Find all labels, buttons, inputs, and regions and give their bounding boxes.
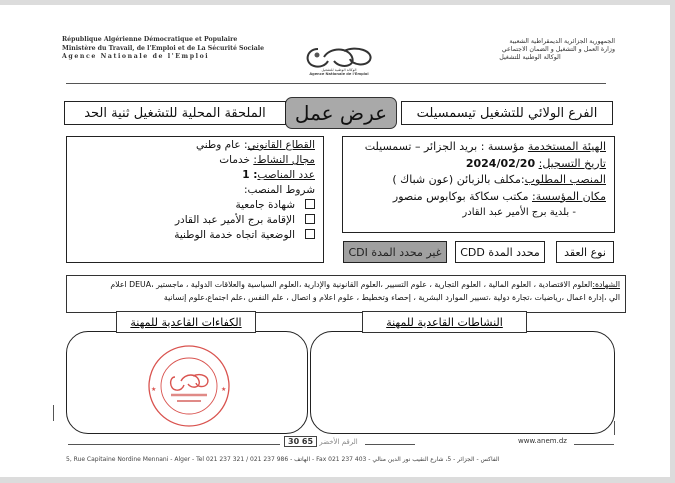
condition-text: شهادة جامعية (235, 199, 295, 211)
degrees-line-1 (72, 278, 620, 291)
header-fr-line: Agence Nationale de l'Emploi (62, 53, 210, 60)
checkbox[interactable] (305, 199, 315, 209)
location-value: مكتب سكاكة بوكابوس منصور (392, 189, 533, 203)
location-line (347, 189, 606, 206)
count-line (71, 168, 315, 183)
contract-option-cdd-text: محدد المدة CDD (460, 245, 540, 259)
website-text[interactable]: www.anem.dz (518, 437, 567, 445)
degrees-box (66, 275, 626, 313)
branch-title (401, 101, 613, 125)
annex-title-text: الملحقة المحلية للتشغيل ثنية الحد (84, 105, 266, 121)
header-ar-line: الوكالة الوطنية للتشغيل (499, 54, 561, 62)
employer-info-box (342, 136, 615, 233)
header-ar-line: وزارة العمل و التشغيل و الضمان الاجتماعي (501, 46, 615, 54)
employer-value: مؤسسة : بريد الجزائر – تسمسيلت (364, 140, 528, 153)
footer-divider-right (574, 444, 614, 445)
footer-divider-mid (365, 444, 415, 445)
activities-section-title (362, 311, 527, 333)
degrees-line-2: الي ،إدارة اعمال ،رياضيات ،تجارة دولية ،تسيير الموارد البشرية ، إحصاء وتخطيط ، علوم اعلام و اتصال ، علم النفس ،علم اجتماع،علوم إنسانية (163, 293, 620, 302)
document-page (0, 5, 670, 477)
header-arabic (445, 38, 615, 63)
checkbox[interactable] (305, 229, 315, 239)
count-value: : 1 (242, 169, 258, 181)
logo-caption (300, 68, 378, 76)
svg-text:★: ★ (151, 386, 157, 393)
logo-caption-ar: الوكالة الوطنية للتشغيل (321, 68, 357, 72)
address-ar: 5، شارع النقيب نور الدين منالي (372, 456, 452, 463)
position-value: :مكلف بالزبائن (عون شباك ) (392, 173, 525, 186)
svg-text:★: ★ (221, 386, 227, 393)
location-line-2 (347, 205, 606, 222)
job-info-box (66, 136, 324, 263)
conditions-label: شروط المنصب: (243, 184, 315, 196)
skills-section-title-text: الكفاءات القاعدية للمهنة (130, 315, 242, 329)
activity-line (71, 153, 315, 168)
green-number (284, 437, 358, 446)
skills-section-title (116, 311, 256, 333)
position-line (347, 172, 606, 189)
checkbox[interactable] (305, 214, 315, 224)
employer-line (347, 139, 606, 156)
contract-option-cdi[interactable] (343, 241, 447, 263)
degrees-text-1: العلوم الاقتصادية ، العلوم المالية ، العلوم التجارية ، علوم التسيير ،العلوم القانونية والإدارية ،العلوم السياسية والعلاقات الدولية ، ماجستير ،DEUA اعلام (110, 280, 593, 289)
position-label: المنصب المطلوب (524, 173, 606, 186)
header-ar-line: الجمهورية الجزائرية الديمقراطية الشعبية (509, 38, 615, 45)
left-margin-line (53, 405, 54, 421)
location-label: مكان المؤسسة: (532, 189, 606, 203)
contract-option-cdi-text: غير محدد المدة CDI (348, 245, 442, 259)
date-label: تاريخ التسجيل: (538, 156, 606, 170)
condition-text: الإقامة برج الأمير عبد القادر (174, 214, 295, 226)
header-french (62, 36, 264, 62)
branch-title-text: الفرع الولائي للتشغيل تيسمسيلت (416, 105, 598, 121)
footer-divider-left (68, 444, 280, 445)
activities-panel (310, 331, 615, 434)
contract-type-label (556, 241, 614, 263)
employer-label: الهيئة المستخدمة (527, 140, 606, 153)
condition-item (71, 213, 315, 228)
contract-type-label-text: نوع العقد (564, 245, 606, 259)
degrees-label: الشهادة: (592, 280, 620, 289)
header-fr-line: République Algérienne Démocratique et Populaire (62, 36, 238, 43)
sector-label: القطاع القانوني (247, 139, 315, 151)
activity-value: خدمات (219, 154, 254, 166)
location-value-2: - بلدية برج الأمير عبد القادر (462, 207, 576, 218)
logo-caption-fr: Agence Nationale de l'Emploi (309, 72, 369, 76)
sector-value: : عام وطني (195, 139, 248, 151)
green-number-value: 30 65 (284, 436, 317, 447)
contract-option-cdd[interactable] (455, 241, 545, 263)
condition-item (71, 228, 315, 243)
annex-title (64, 101, 286, 125)
condition-item (71, 198, 315, 213)
header-divider (66, 83, 606, 84)
count-label: عدد المناصب (257, 169, 315, 181)
activity-label: مجال النشاط: (253, 154, 315, 166)
offer-title (285, 97, 397, 129)
date-line (347, 156, 606, 173)
website (518, 437, 567, 445)
sector-line (71, 138, 315, 153)
right-margin-line (614, 421, 615, 435)
footer-address (66, 456, 618, 463)
official-stamp-icon (145, 343, 233, 429)
offer-title-text: عرض عمل (294, 101, 388, 125)
header-fr-line: Ministère du Travail, de l'Emploi et de La Sécurité Sociale (62, 44, 265, 52)
activities-section-title-text: النشاطات القاعدية للمهنة (386, 315, 503, 329)
date-value: 2024/02/20 (465, 156, 536, 170)
address-fr: 5, Rue Capitaine Nordine Mennani - Alger - Tel 021 237 321 / 021 237 986 - الهاتف - Fax 021 237 403 - الفاكس - الجزائر - (66, 456, 500, 463)
condition-text: الوضعية اتجاه خدمة الوطنية (174, 229, 295, 241)
green-number-label: الرقم الأخضر (319, 438, 358, 446)
